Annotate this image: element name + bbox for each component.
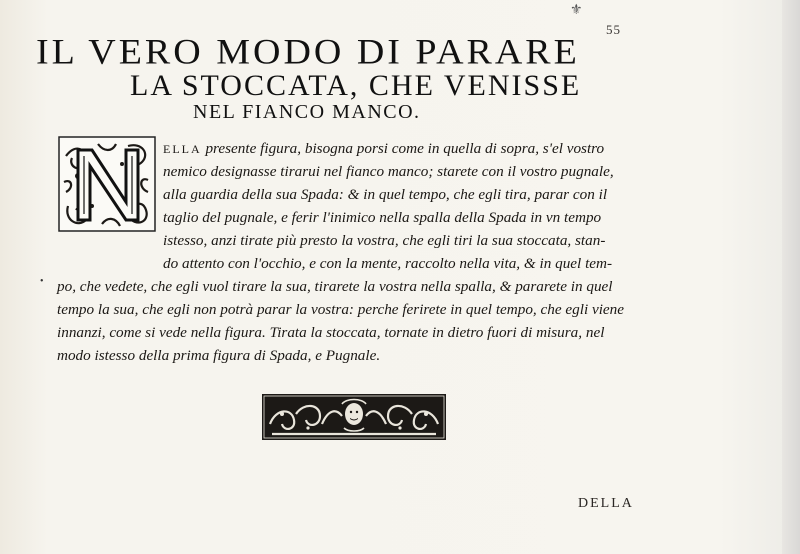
tailpiece-ornament-icon [262,394,446,440]
body-line-10: modo istesso della prima figura di Spada, e Pugnale. [57,347,381,364]
page-number: 55 [606,22,621,37]
title-line-1: IL VERO MODO DI PARARE [36,32,580,72]
title-line-2: LA STOCCATA, CHE VENISSE [130,69,582,102]
first-word-rest: ELLA [163,142,202,156]
library-stamp-icon: ⚜ [570,3,583,18]
title-line-3: NEL FIANCO MANCO. [193,101,421,123]
decorated-initial-n-icon [58,136,156,232]
page-edge [782,0,800,554]
body-line-8: tempo la sua, che egli non potrà parar la vostra: perche ferirete in quel tempo, che egli viene [57,301,625,318]
body-line-2: nemico designasse tirarui nel fianco manco; starete con il vostro pugnale, [163,163,614,180]
body-line-1: ELLA presente figura, bisogna porsi come in quella di sopra, s'el vostro [163,140,605,157]
body-line-7: po, che vedete, che egli vuol tirare la sua, tirarete la vostra nella spalla, & pararete in quel [57,278,613,295]
body-line-3: alla guardia della sua Spada: & in quel tempo, che egli tira, parar con il [163,186,608,203]
body-line-5: istesso, anzi tirate più presto la vostra, che egli tiri la sua stoccata, stan- [163,232,606,249]
ink-speck: • [40,276,44,287]
body-line-4: taglio del pugnale, e ferir l'inimico nella spalla della Spada in vn tempo [163,209,602,226]
body-line-6: do attento con l'occhio, e con la mente, raccolto nella vita, & in quel tem- [163,255,613,272]
body-line-9: innanzi, come si vede nella figura. Tirata la stoccata, tornate in dietro fuori di misura, nel [57,324,605,341]
catchword: DELLA [578,496,634,511]
